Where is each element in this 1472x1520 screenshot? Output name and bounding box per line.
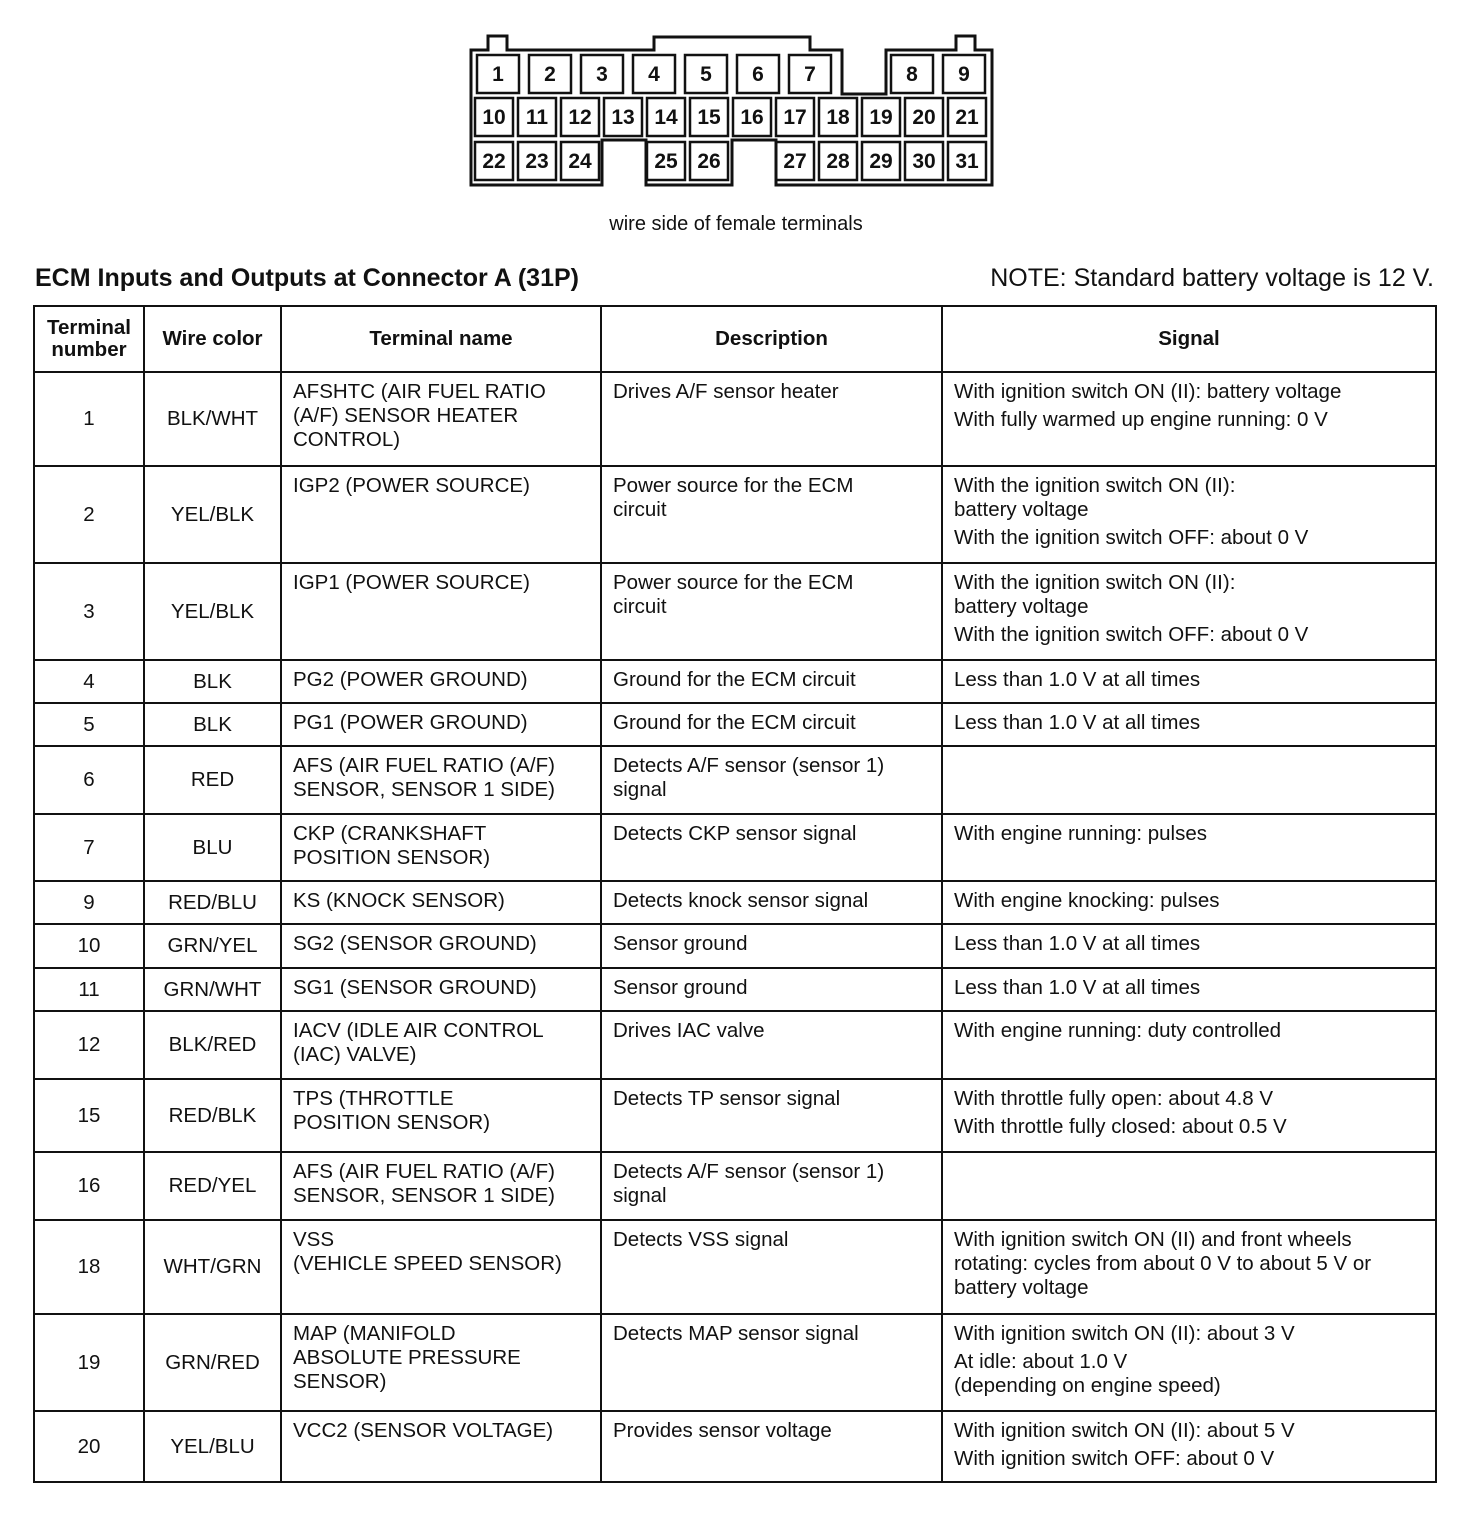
cell-signal xyxy=(942,814,1436,881)
pin-number: 13 xyxy=(611,106,635,129)
signal-line: With ignition switch ON (II): about 3 V xyxy=(954,1322,1295,1345)
connector-caption: wire side of female terminals xyxy=(609,213,863,235)
cell-wire-color: BLK/RED xyxy=(144,1011,281,1079)
cell-terminal-number: 4 xyxy=(34,660,144,703)
cell-description: Sensor ground xyxy=(601,968,942,1011)
pin-number: 10 xyxy=(482,106,506,129)
cell-terminal-number: 20 xyxy=(34,1411,144,1482)
cell-signal xyxy=(942,881,1436,924)
cell-wire-color: BLK xyxy=(144,660,281,703)
signal-line: With engine running: pulses xyxy=(954,822,1207,845)
signal-line: Less than 1.0 V at all times xyxy=(954,976,1201,999)
cell-terminal-name: VCC2 (SENSOR VOLTAGE) xyxy=(281,1411,601,1482)
cell-signal xyxy=(942,1314,1436,1411)
signal-line: With fully warmed up engine running: 0 V xyxy=(954,408,1328,431)
pin-number: 15 xyxy=(697,106,721,129)
pin-number: 11 xyxy=(525,106,549,129)
cell-description: Detects A/F sensor (sensor 1) signal xyxy=(601,1152,942,1220)
signal-line: Less than 1.0 V at all times xyxy=(954,668,1201,691)
cell-wire-color: GRN/RED xyxy=(144,1314,281,1411)
cell-description: Detects MAP sensor signal xyxy=(601,1314,942,1411)
table-row xyxy=(34,814,1436,881)
cell-terminal-number: 7 xyxy=(34,814,144,881)
cell-signal xyxy=(942,1079,1436,1152)
table-row xyxy=(34,1079,1436,1152)
cell-signal xyxy=(942,924,1436,968)
signal-line: With ignition switch OFF: about 0 V xyxy=(954,1447,1275,1470)
header-signal: Signal xyxy=(942,306,1436,372)
pin-number: 7 xyxy=(804,63,816,86)
pin-number: 21 xyxy=(955,106,979,129)
table-row xyxy=(34,372,1436,466)
cell-signal xyxy=(942,1152,1436,1220)
signal-line: With ignition switch ON (II) and front wheels rotating: cycles from about 0 V to about 5 V or battery voltage xyxy=(954,1228,1372,1299)
cell-terminal-number: 10 xyxy=(34,924,144,968)
cell-terminal-number: 19 xyxy=(34,1314,144,1411)
pin-number: 28 xyxy=(826,150,850,173)
table-row xyxy=(34,1411,1436,1482)
table-row xyxy=(34,746,1436,814)
cell-signal xyxy=(942,563,1436,660)
cell-description: Detects CKP sensor signal xyxy=(601,814,942,881)
pin-number: 12 xyxy=(568,106,592,129)
cell-signal xyxy=(942,1011,1436,1079)
cell-description: Detects TP sensor signal xyxy=(601,1079,942,1152)
cell-terminal-name: CKP (CRANKSHAFT POSITION SENSOR) xyxy=(281,814,601,881)
cell-wire-color: RED/YEL xyxy=(144,1152,281,1220)
pin-number: 27 xyxy=(783,150,807,173)
cell-wire-color: BLK xyxy=(144,703,281,746)
signal-line: With engine running: duty controlled xyxy=(954,1019,1282,1042)
cell-terminal-name: IGP1 (POWER SOURCE) xyxy=(281,563,601,660)
signal-line: Less than 1.0 V at all times xyxy=(954,932,1201,955)
table-header-row xyxy=(34,306,1436,372)
signal-line: With throttle fully open: about 4.8 V xyxy=(954,1087,1274,1110)
pin-number: 3 xyxy=(596,63,608,86)
cell-terminal-number: 15 xyxy=(34,1079,144,1152)
signal-line: Less than 1.0 V at all times xyxy=(954,711,1201,734)
signal-line: With ignition switch ON (II): about 5 V xyxy=(954,1419,1295,1442)
cell-terminal-number: 5 xyxy=(34,703,144,746)
cell-signal xyxy=(942,968,1436,1011)
cell-wire-color: RED/BLK xyxy=(144,1079,281,1152)
pin-number: 6 xyxy=(752,63,764,86)
cell-description: Ground for the ECM circuit xyxy=(601,703,942,746)
pin-number: 4 xyxy=(648,63,660,86)
pin-number: 14 xyxy=(654,106,678,129)
cell-terminal-name: MAP (MANIFOLD ABSOLUTE PRESSURE SENSOR) xyxy=(281,1314,601,1411)
pin-number: 25 xyxy=(654,150,678,173)
cell-description: Ground for the ECM circuit xyxy=(601,660,942,703)
page-title: ECM Inputs and Outputs at Connector A (31P) xyxy=(35,264,579,292)
cell-wire-color: BLK/WHT xyxy=(144,372,281,466)
pin-number: 23 xyxy=(525,150,549,173)
cell-description: Drives IAC valve xyxy=(601,1011,942,1079)
table-row xyxy=(34,881,1436,924)
pin-number: 20 xyxy=(912,106,936,129)
table-row xyxy=(34,563,1436,660)
signal-line: With engine knocking: pulses xyxy=(954,889,1220,912)
pin-number: 8 xyxy=(906,63,918,86)
cell-wire-color: GRN/WHT xyxy=(144,968,281,1011)
header-description: Description xyxy=(601,306,942,372)
table-row xyxy=(34,1314,1436,1411)
pin-number: 18 xyxy=(826,106,850,129)
pin-number: 1 xyxy=(492,63,504,86)
cell-wire-color: GRN/YEL xyxy=(144,924,281,968)
cell-terminal-name: PG2 (POWER GROUND) xyxy=(281,660,601,703)
cell-terminal-name: IGP2 (POWER SOURCE) xyxy=(281,466,601,563)
pin-number: 19 xyxy=(869,106,893,129)
cell-description: Detects VSS signal xyxy=(601,1220,942,1314)
pin-number: 5 xyxy=(700,63,712,86)
pin-number: 9 xyxy=(958,63,970,86)
cell-terminal-name: SG2 (SENSOR GROUND) xyxy=(281,924,601,968)
cell-wire-color: YEL/BLK xyxy=(144,466,281,563)
cell-wire-color: RED xyxy=(144,746,281,814)
table-row xyxy=(34,968,1436,1011)
cell-wire-color: YEL/BLK xyxy=(144,563,281,660)
cell-terminal-name: PG1 (POWER GROUND) xyxy=(281,703,601,746)
header-wire-color: Wire color xyxy=(144,306,281,372)
pin-number: 24 xyxy=(568,150,592,173)
cell-wire-color: BLU xyxy=(144,814,281,881)
cell-terminal-name: AFS (AIR FUEL RATIO (A/F) SENSOR, SENSOR 1 SIDE) xyxy=(281,746,601,814)
cell-wire-color: RED/BLU xyxy=(144,881,281,924)
table-row xyxy=(34,1220,1436,1314)
signal-line: With throttle fully closed: about 0.5 V xyxy=(954,1115,1287,1138)
cell-signal xyxy=(942,660,1436,703)
cell-terminal-name: KS (KNOCK SENSOR) xyxy=(281,881,601,924)
cell-terminal-number: 9 xyxy=(34,881,144,924)
cell-description: Power source for the ECM circuit xyxy=(601,466,942,563)
pin-number: 22 xyxy=(482,150,506,173)
cell-signal xyxy=(942,1220,1436,1314)
cell-terminal-number: 18 xyxy=(34,1220,144,1314)
cell-description: Drives A/F sensor heater xyxy=(601,372,942,466)
pin-number: 26 xyxy=(697,150,721,173)
cell-terminal-name: VSS (VEHICLE SPEED SENSOR) xyxy=(281,1220,601,1314)
pin-number: 30 xyxy=(912,150,936,173)
cell-terminal-number: 12 xyxy=(34,1011,144,1079)
cell-description: Power source for the ECM circuit xyxy=(601,563,942,660)
cell-terminal-number: 1 xyxy=(34,372,144,466)
connector-diagram xyxy=(0,0,1472,200)
table-row xyxy=(34,924,1436,968)
table-row xyxy=(34,466,1436,563)
cell-signal xyxy=(942,1411,1436,1482)
cell-description: Detects A/F sensor (sensor 1) signal xyxy=(601,746,942,814)
header-terminal-line2: number xyxy=(51,338,127,361)
table-row xyxy=(34,660,1436,703)
cell-description: Detects knock sensor signal xyxy=(601,881,942,924)
pin-number: 29 xyxy=(869,150,893,173)
cell-terminal-number: 2 xyxy=(34,466,144,563)
signal-line: With ignition switch ON (II): battery voltage xyxy=(954,380,1342,403)
cell-terminal-name: AFS (AIR FUEL RATIO (A/F) SENSOR, SENSOR 1 SIDE) xyxy=(281,1152,601,1220)
cell-terminal-name: AFSHTC (AIR FUEL RATIO (A/F) SENSOR HEATER CONTROL) xyxy=(281,372,601,466)
signal-line: With the ignition switch ON (II): battery voltage xyxy=(954,571,1236,618)
cell-wire-color: YEL/BLU xyxy=(144,1411,281,1482)
cell-signal xyxy=(942,703,1436,746)
signal-line: With the ignition switch ON (II): battery voltage xyxy=(954,474,1236,521)
cell-signal xyxy=(942,746,1436,814)
header-terminal-number xyxy=(34,306,144,372)
pin-number: 16 xyxy=(740,106,764,129)
cell-terminal-name: IACV (IDLE AIR CONTROL (IAC) VALVE) xyxy=(281,1011,601,1079)
pin-number: 2 xyxy=(544,63,556,86)
cell-wire-color: WHT/GRN xyxy=(144,1220,281,1314)
signal-line: With the ignition switch OFF: about 0 V xyxy=(954,526,1309,549)
cell-signal xyxy=(942,466,1436,563)
pin-number: 31 xyxy=(955,150,979,173)
cell-terminal-number: 16 xyxy=(34,1152,144,1220)
cell-terminal-number: 3 xyxy=(34,563,144,660)
header-terminal-name: Terminal name xyxy=(281,306,601,372)
cell-terminal-name: TPS (THROTTLE POSITION SENSOR) xyxy=(281,1079,601,1152)
cell-description: Sensor ground xyxy=(601,924,942,968)
signal-line: At idle: about 1.0 V (depending on engine speed) xyxy=(954,1350,1221,1397)
voltage-note: NOTE: Standard battery voltage is 12 V. xyxy=(990,264,1434,292)
cell-signal xyxy=(942,372,1436,466)
cell-description: Provides sensor voltage xyxy=(601,1411,942,1482)
table-row xyxy=(34,1011,1436,1079)
cell-terminal-name: SG1 (SENSOR GROUND) xyxy=(281,968,601,1011)
header-terminal-line1: Terminal xyxy=(47,316,131,339)
cell-terminal-number: 6 xyxy=(34,746,144,814)
table-row xyxy=(34,1152,1436,1220)
table-row xyxy=(34,703,1436,746)
signal-line: With the ignition switch OFF: about 0 V xyxy=(954,623,1309,646)
pin-number: 17 xyxy=(783,106,807,129)
ecm-io-table xyxy=(33,305,1437,1483)
cell-terminal-number: 11 xyxy=(34,968,144,1011)
